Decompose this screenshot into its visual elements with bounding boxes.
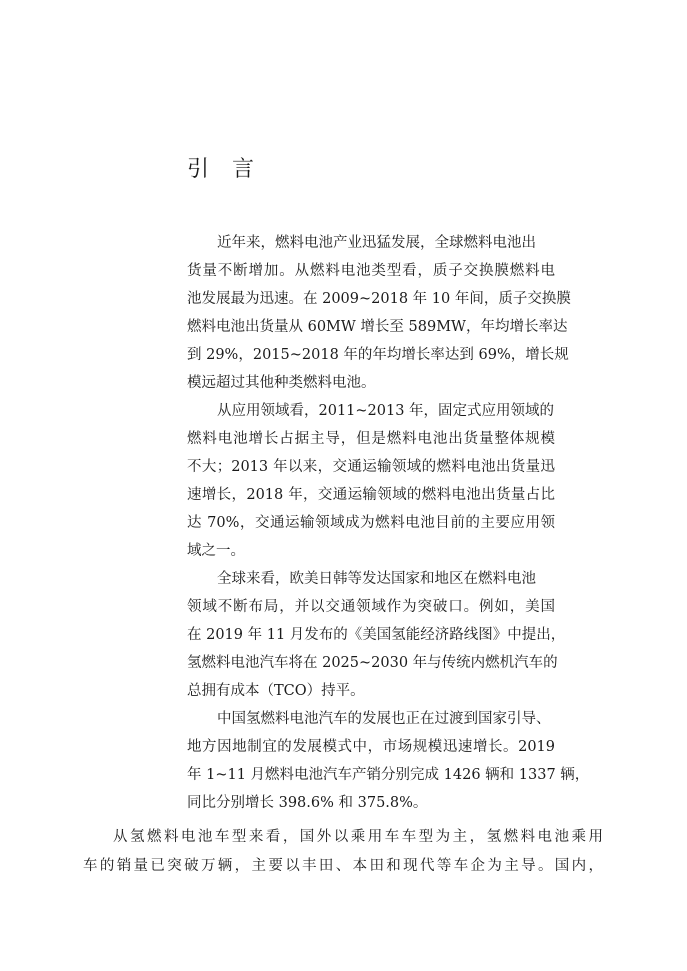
text-line: 总拥有成本（TCO）持平。 bbox=[187, 683, 365, 699]
text-line: 氢燃料电池汽车将在 2025~2030 年与传统内燃机汽车的 bbox=[187, 655, 558, 671]
text-line: 近年来，燃料电池产业迅猛发展，全球燃料电池出 bbox=[217, 235, 536, 251]
text-line: 全球来看，欧美日韩等发达国家和地区在燃料电池 bbox=[217, 571, 536, 587]
text-line: 燃料电池增长占据主导，但是燃料电池出货量整体规模 bbox=[187, 431, 555, 447]
text-line: 在 2019 年 11 月发布的《美国氢能经济路线图》中提出， bbox=[187, 627, 566, 643]
text-line: 车的销量已突破万辆，主要以丰田、本田和现代等车企为主导。国内， bbox=[83, 858, 603, 874]
text-line: 货量不断增加。从燃料电池类型看，质子交换膜燃料电 bbox=[187, 263, 555, 279]
text-line: 地方因地制宜的发展模式中，市场规模迅速增长。2019 bbox=[187, 739, 555, 755]
text-line: 域之一。 bbox=[187, 543, 245, 559]
text-line: 达 70%，交通运输领域成为燃料电池目前的主要应用领 bbox=[187, 515, 555, 531]
text-line: 模远超过其他种类燃料电池。 bbox=[187, 375, 376, 391]
text-line: 中国氢燃料电池汽车的发展也正在过渡到国家引导、 bbox=[217, 711, 551, 727]
text-line: 领域不断布局，并以交通领域作为突破口。例如，美国 bbox=[187, 599, 555, 615]
text-line: 池发展最为迅速。在 2009~2018 年 10 年间，质子交换膜 bbox=[187, 291, 571, 307]
text-line: 不大；2013 年以来，交通运输领域的燃料电池出货量迅 bbox=[187, 459, 555, 475]
text-line: 同比分别增长 398.6% 和 375.8%。 bbox=[187, 795, 428, 811]
text-line: 从应用领域看，2011~2013 年，固定式应用领域的 bbox=[217, 403, 555, 419]
page-title: 引 言 bbox=[187, 157, 262, 182]
text-line: 速增长，2018 年，交通运输领域的燃料电池出货量占比 bbox=[187, 487, 555, 503]
text-line: 年 1~11 月燃料电池汽车产销分别完成 1426 辆和 1337 辆， bbox=[187, 767, 590, 783]
text-line: 燃料电池出货量从 60MW 增长至 589MW，年均增长率达 bbox=[187, 319, 568, 335]
text-line: 到 29%，2015~2018 年的年均增长率达到 69%，增长规 bbox=[187, 347, 569, 363]
text-line: 从氢燃料电池车型来看，国外以乘用车车型为主，氢燃料电池乘用 bbox=[113, 829, 603, 845]
